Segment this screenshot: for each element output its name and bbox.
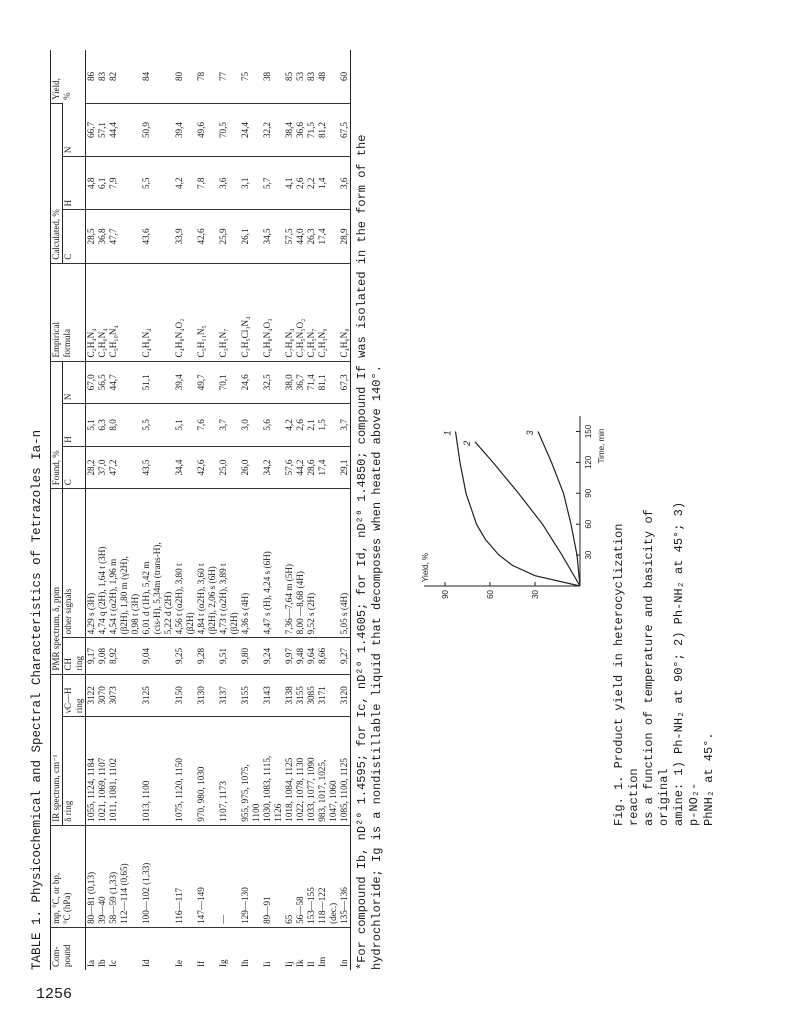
cell-formula: C₄H₆N₈ bbox=[339, 263, 351, 361]
table-row bbox=[240, 50, 262, 970]
figure-1 bbox=[416, 402, 616, 622]
cell-calc-c: 36,8 47,7 bbox=[97, 210, 141, 263]
cell-mp: 135—136 bbox=[339, 825, 351, 927]
cell-formula: C₇H₆N₄ C₇H₅N₅O₂ C₃H₅N₇ C₂H₃N₉ bbox=[284, 263, 339, 361]
cell-found-n: 24,6 bbox=[240, 361, 262, 404]
x-tick-label: 60 bbox=[584, 519, 593, 529]
cell-yield: 84 bbox=[141, 71, 151, 82]
header-pmr-group: PMR spectrum, δ, ppm bbox=[51, 489, 63, 674]
cell-calc-h: 4,8 bbox=[86, 157, 98, 210]
y-tick-label: 90 bbox=[441, 590, 450, 599]
cell-compound: Ih bbox=[240, 927, 262, 970]
data-table bbox=[50, 50, 351, 970]
yield-chart bbox=[416, 402, 616, 622]
page-number: 1256 bbox=[36, 986, 73, 1003]
cell-calc-n: 50,9 bbox=[141, 103, 174, 156]
cell-calc-h: 3,1 bbox=[240, 157, 262, 210]
cell-pmr-ch: 9,28 bbox=[196, 638, 218, 674]
header-pmr-other: other signals bbox=[63, 489, 86, 638]
table-row bbox=[339, 50, 351, 970]
cell-pmr-ch: 9,25 bbox=[174, 638, 196, 674]
cell-formula: C₆H₈N₄O₃ bbox=[262, 263, 284, 361]
cell-ir-ring: 1107, 1173 bbox=[218, 717, 240, 826]
cell-found-n: 56,5 44,7 bbox=[97, 361, 141, 404]
x-axis-label: Time, min bbox=[597, 428, 606, 464]
cell-yield: 60 bbox=[339, 50, 351, 103]
cell-found-n: 67,0 bbox=[86, 361, 98, 404]
cell-found-h: 3,7 bbox=[339, 404, 351, 447]
cell-pmr-ch: 9,24 bbox=[262, 638, 284, 674]
cell-ir-ring: 1013, 1100 bbox=[141, 717, 174, 826]
cell-mp: 89—91 bbox=[262, 825, 284, 927]
cell-pmr-other: 4,56 t (α2H), 3,80 t (β2H) bbox=[174, 489, 196, 638]
cell-pmr-other: 4,74 q (2H), 1,64 t (3H) 4,54 t (α2H), 1,96 m (β2H), 1,80 m (γ2H), 0,98 t (3H) bbox=[97, 489, 141, 638]
y-tick-label: 30 bbox=[531, 590, 540, 599]
figure-caption: Fig. 1. Product yield in heterocyclization reaction as a function of temperature and basicity of original amine: 1) Ph-NH₂ at 90°; 2) Ph-NH₂ at 45°; 3) p-NO₂- PhNH₂ at 45°. bbox=[612, 501, 716, 826]
cell-found-h: 6,3 8,0 bbox=[97, 404, 141, 447]
cell-pmr-other: 4,84 t (α2H), 3,60 t (β2H), 2,06 s (6H) bbox=[196, 489, 218, 638]
cell-calc-n: 32,2 bbox=[262, 103, 284, 156]
cell-found-c: 28,2 bbox=[86, 446, 98, 489]
header-found-group: Found, % bbox=[51, 361, 63, 489]
series-line-1 bbox=[456, 432, 581, 587]
cell-ir-ring: 1075, 1120, 1150 bbox=[174, 717, 196, 826]
cell-calc-c: 25,9 bbox=[218, 210, 240, 263]
table-row bbox=[218, 50, 240, 970]
cell-mp: 100—102 (1,33) bbox=[141, 825, 174, 927]
header-yield: Yield, % bbox=[51, 50, 86, 103]
y-axis-label: Yield, % bbox=[421, 552, 430, 582]
cell-compound: Ij Ik Il Im bbox=[284, 927, 339, 970]
cell-calc-c: 28,5 bbox=[86, 210, 98, 263]
cell-mp: 116—117 bbox=[174, 825, 196, 927]
cell-found-h: 5,5 bbox=[141, 404, 174, 447]
x-tick-label: 120 bbox=[584, 455, 593, 470]
cell-found-n: 67,3 bbox=[339, 361, 351, 404]
cell-pmr-other: 4,36 s (4H) bbox=[240, 489, 262, 638]
header-calc-group: Calculated, % bbox=[51, 103, 63, 263]
cell-ir-ch: 3137 bbox=[218, 674, 240, 717]
cell-calc-n: 57,1 44,4 bbox=[97, 103, 141, 156]
cell-calc-h: 7,8 bbox=[196, 157, 218, 210]
cell-found-c: 37,0 47,2 bbox=[97, 446, 141, 489]
cell-found-h: 3,7 bbox=[218, 404, 240, 447]
cell-calc-c: 28,9 bbox=[339, 210, 351, 263]
x-tick-label: 30 bbox=[584, 550, 593, 560]
cell-formula: C₄H₈N₄O₂ bbox=[174, 263, 196, 361]
series-line-2 bbox=[475, 442, 580, 586]
cell-ir-ch: 3150 bbox=[174, 674, 196, 717]
table-row bbox=[174, 50, 196, 970]
cell-formula: C₃H₅N₇ bbox=[218, 263, 240, 361]
cell-formula: C₂H₄N₄ bbox=[86, 263, 98, 361]
cell-calc-h: 6,1 7,9 bbox=[97, 157, 141, 210]
cell-calc-c: 34,5 bbox=[262, 210, 284, 263]
cell-compound: If bbox=[196, 927, 218, 970]
cell-found-c: 34,2 bbox=[262, 446, 284, 489]
cell-ir-ring: 955, 975, 1075, 1100 bbox=[240, 717, 262, 826]
cell-ir-ch: 3125 bbox=[141, 674, 174, 717]
cell-found-h: 4,2 2,6 2,1 1,5 bbox=[284, 404, 339, 447]
cell-calc-h: 3,6 bbox=[339, 157, 351, 210]
cell-mp: 65 56—58 153—155 118—122 (dec.) bbox=[284, 825, 339, 927]
cell-mp: 147—149 bbox=[196, 825, 218, 927]
cell-formula: C₃H₆N₄ C₅H₁₀N₄ bbox=[97, 263, 141, 361]
cell-calc-n: 49,6 bbox=[196, 103, 218, 156]
table-row bbox=[284, 50, 339, 970]
cell-found-n: 70,1 bbox=[218, 361, 240, 404]
series-label-2: 2 bbox=[462, 440, 472, 446]
cell-found-n: 51,1 bbox=[141, 361, 174, 404]
table-footnote: *For compound Ib, nD²⁰ 1.4595; for Ic, nD²⁰ 1.4605; for Id, nD²⁰ 1.4850; compound If was isolated in the form of the hydrochloride; Ig is a nondistillable liquid that decomposes when heated above 140°. bbox=[355, 134, 384, 970]
cell-yield: 38 bbox=[262, 71, 272, 82]
cell-calc-h: 5,7 bbox=[262, 157, 284, 210]
cell-found-n: 32,5 bbox=[262, 361, 284, 404]
table-row bbox=[97, 50, 141, 970]
cell-pmr-ch: 9,17 bbox=[86, 638, 98, 674]
y-tick-label: 60 bbox=[486, 590, 495, 599]
cell-yield: 78 bbox=[196, 71, 206, 82]
cell-ir-ring: 1085, 1100, 1125 bbox=[339, 717, 351, 826]
table-row bbox=[86, 50, 98, 970]
cell-yield: 83 82 bbox=[97, 71, 118, 82]
table-row bbox=[262, 50, 284, 970]
cell-calc-h: 3,6 bbox=[218, 157, 240, 210]
cell-calc-h: 5,5 bbox=[141, 157, 174, 210]
cell-yield: 75 bbox=[240, 71, 250, 82]
header-formula: Empirical formula bbox=[51, 263, 86, 361]
cell-pmr-ch: 9,51 bbox=[218, 638, 240, 674]
cell-pmr-other: 4,73 t (α2H), 3,89 t (β2H) bbox=[218, 489, 240, 638]
cell-calc-c: 42,6 bbox=[196, 210, 218, 263]
cell-ir-ring: 1055, 1124, 1184 bbox=[86, 717, 98, 826]
cell-calc-h: 4,2 bbox=[174, 157, 196, 210]
x-tick-label: 150 bbox=[584, 424, 593, 439]
cell-ir-ch: 3130 bbox=[196, 674, 218, 717]
table-row bbox=[196, 50, 218, 970]
cell-pmr-ch: 9,97 9,48 9,64 8,66 bbox=[284, 638, 339, 674]
cell-found-h: 5,1 bbox=[86, 404, 98, 447]
cell-found-c: 26,0 bbox=[240, 446, 262, 489]
series-label-3: 3 bbox=[525, 430, 535, 436]
header-mp: mp, °C, or bp, °C (hPa) bbox=[51, 825, 86, 927]
cell-yield: 85 53 83 48 bbox=[284, 71, 327, 82]
cell-found-h: 5,1 bbox=[174, 404, 196, 447]
chart-series bbox=[443, 430, 581, 586]
cell-found-c: 29,1 bbox=[339, 446, 351, 489]
cell-ir-ch: 3143 bbox=[262, 674, 284, 717]
cell-compound: Ib Ic bbox=[97, 927, 141, 970]
cell-calc-c: 26,1 bbox=[240, 210, 262, 263]
x-tick-label: 90 bbox=[584, 488, 593, 498]
cell-ir-ch: 3120 bbox=[339, 674, 351, 717]
cell-found-h: 5,6 bbox=[262, 404, 284, 447]
cell-ir-ring: 1030, 1083, 1115, 1126 bbox=[262, 717, 284, 826]
header-found-h: H bbox=[63, 404, 86, 447]
cell-found-c: 42,6 bbox=[196, 446, 218, 489]
cell-yield: 86 bbox=[86, 71, 96, 82]
cell-calc-n: 24,4 bbox=[240, 103, 262, 156]
cell-calc-c: 43,6 bbox=[141, 210, 174, 263]
header-calc-n: N bbox=[63, 103, 86, 156]
cell-compound: Ii bbox=[262, 927, 284, 970]
cell-pmr-other: 6,01 d (1H), 5,42 m (cis-H), 5,34m (trans-H), 5,22 d (2H) bbox=[141, 489, 174, 638]
cell-found-c: 34,4 bbox=[174, 446, 196, 489]
cell-calc-n: 70,5 bbox=[218, 103, 240, 156]
cell-calc-n: 38,4 36,6 71,5 81,2 bbox=[284, 103, 339, 156]
cell-ir-ring: 970, 980, 1030 bbox=[196, 717, 218, 826]
cell-mp: — bbox=[218, 825, 240, 927]
header-compound: Com- pound bbox=[51, 927, 86, 970]
cell-ir-ring: 1021, 1069, 1107 1011, 1081, 1102 bbox=[97, 717, 141, 826]
cell-found-c: 25,0 bbox=[218, 446, 240, 489]
table-row bbox=[141, 50, 174, 970]
header-ir-ring: δ ring bbox=[63, 717, 86, 826]
cell-calc-n: 66,7 bbox=[86, 103, 98, 156]
cell-calc-c: 57,5 44,0 26,3 17,4 bbox=[284, 210, 339, 263]
cell-compound: Ie bbox=[174, 927, 196, 970]
cell-ir-ch: 3070 3073 bbox=[97, 674, 141, 717]
cell-found-h: 3,0 bbox=[240, 404, 262, 447]
cell-calc-n: 67,5 bbox=[339, 103, 351, 156]
header-pmr-ch: CH ring bbox=[63, 638, 86, 674]
cell-calc-n: 39,4 bbox=[174, 103, 196, 156]
cell-found-n: 49,7 bbox=[196, 361, 218, 404]
cell-ir-ring: 1018, 1084, 1125 1022, 1078, 1130 1033, 1077, 1090 983, 1017, 1025, 1047, 1060 bbox=[284, 717, 339, 826]
cell-ir-ch: 3138 3155 3085 3171 bbox=[284, 674, 339, 717]
header-found-c: C bbox=[63, 446, 86, 489]
cell-pmr-other: 5,05 s (4H) bbox=[339, 489, 351, 638]
cell-pmr-ch: 9,80 bbox=[240, 638, 262, 674]
cell-pmr-other: 7,36—7,64 m (5H) 8,00 —8,68 (4H) 9,52 s (2H) bbox=[284, 489, 339, 638]
cell-pmr-ch: 9,08 8,92 bbox=[97, 638, 141, 674]
cell-found-c: 43,5 bbox=[141, 446, 174, 489]
header-calc-c: C bbox=[63, 210, 86, 263]
cell-pmr-ch: 9,27 bbox=[339, 638, 351, 674]
cell-compound: In bbox=[339, 927, 351, 970]
table-body bbox=[86, 50, 351, 970]
cell-compound: Id bbox=[141, 927, 174, 970]
header-ir-group: IR spectrum, cm⁻¹ bbox=[51, 674, 63, 825]
cell-formula: C₅H₁₁N₅ bbox=[196, 263, 218, 361]
cell-pmr-other: 4,47 s (H), 4,24 s (6H) bbox=[262, 489, 284, 638]
cell-found-c: 57,6 44,2 28,6 17,4 bbox=[284, 446, 339, 489]
table-block bbox=[28, 50, 438, 970]
cell-pmr-ch: 9,04 bbox=[141, 638, 174, 674]
cell-compound: Ia bbox=[86, 927, 98, 970]
cell-mp: 39—40 58—59 (1,33) 112—114 (0,65) bbox=[97, 825, 141, 927]
cell-calc-c: 33,9 bbox=[174, 210, 196, 263]
cell-formula: C₃H₅Cl₃N₄ bbox=[240, 263, 262, 361]
header-found-n: N bbox=[63, 361, 86, 404]
cell-ir-ch: 3122 bbox=[86, 674, 98, 717]
series-line-3 bbox=[538, 432, 580, 587]
header-ir-ch: νC—H ring bbox=[63, 674, 86, 717]
cell-yield: 77 bbox=[218, 71, 228, 82]
cell-compound: Ig bbox=[218, 927, 240, 970]
cell-found-n: 38,0 36,7 71,4 81,1 bbox=[284, 361, 339, 404]
cell-formula: C₄H₆N₄ bbox=[141, 263, 174, 361]
cell-calc-h: 4,1 2,6 2,2 1,4 bbox=[284, 157, 339, 210]
cell-mp: 129—130 bbox=[240, 825, 262, 927]
cell-yield: 80 bbox=[174, 71, 184, 82]
cell-found-n: 39,4 bbox=[174, 361, 196, 404]
header-calc-h: H bbox=[63, 157, 86, 210]
cell-mp: 80—81 (0,13) bbox=[86, 825, 98, 927]
cell-ir-ch: 3155 bbox=[240, 674, 262, 717]
cell-found-h: 7,6 bbox=[196, 404, 218, 447]
cell-pmr-other: 4,29 s (3H) bbox=[86, 489, 98, 638]
series-label-1: 1 bbox=[442, 430, 453, 436]
table-caption: TABLE 1. Physicochemical and Spectral Characteristics of Tetrazoles Ia-n bbox=[30, 429, 44, 970]
